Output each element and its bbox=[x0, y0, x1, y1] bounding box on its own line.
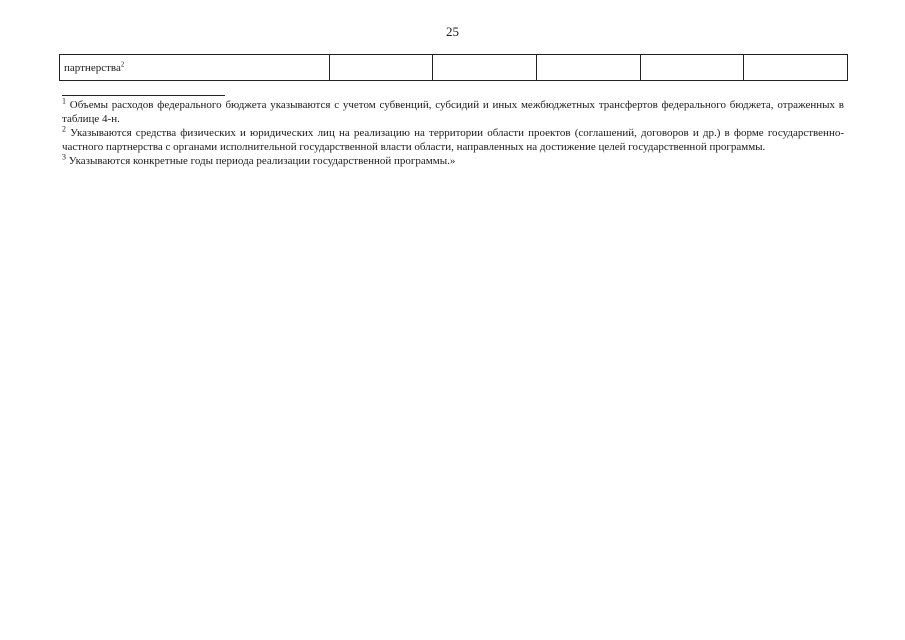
footnote-separator bbox=[62, 95, 225, 96]
row-label: партнерства bbox=[64, 61, 121, 74]
footnote-marker: 2 bbox=[62, 124, 66, 134]
footnote-text: Объемы расходов федерального бюджета указываются с учетом субвенций, субсидий и иных межбюджетных трансфертов федерального бюджета, отраженных в таблице 4-н. bbox=[62, 99, 844, 125]
footnote-marker: 3 bbox=[62, 152, 66, 162]
footnotes bbox=[62, 98, 844, 168]
program-table bbox=[59, 54, 848, 81]
footnote-ref: 2 bbox=[120, 59, 125, 68]
table-cell bbox=[744, 55, 848, 81]
footnote-1 bbox=[62, 98, 844, 126]
table-cell bbox=[537, 55, 641, 81]
footnote-3 bbox=[62, 154, 844, 168]
program-table-fragment bbox=[59, 54, 847, 81]
row-label-cell bbox=[60, 55, 330, 81]
footnote-marker: 1 bbox=[62, 96, 66, 106]
footnote-2 bbox=[62, 126, 844, 154]
table-cell bbox=[433, 55, 537, 81]
table-row bbox=[60, 55, 848, 81]
page-number: 25 bbox=[446, 24, 459, 39]
footnote-text: Указываются конкретные годы периода реализации государственной программы.» bbox=[68, 155, 456, 167]
table-cell bbox=[330, 55, 433, 81]
table-cell bbox=[641, 55, 744, 81]
footnote-text: Указываются средства физических и юридических лиц на реализацию на территории области проектов (соглашений, договоров и др.) в форме государственно-частного партнерства с органами исполнительной государственной власти области, направленных на достижение целей государственной программы. bbox=[62, 127, 844, 153]
